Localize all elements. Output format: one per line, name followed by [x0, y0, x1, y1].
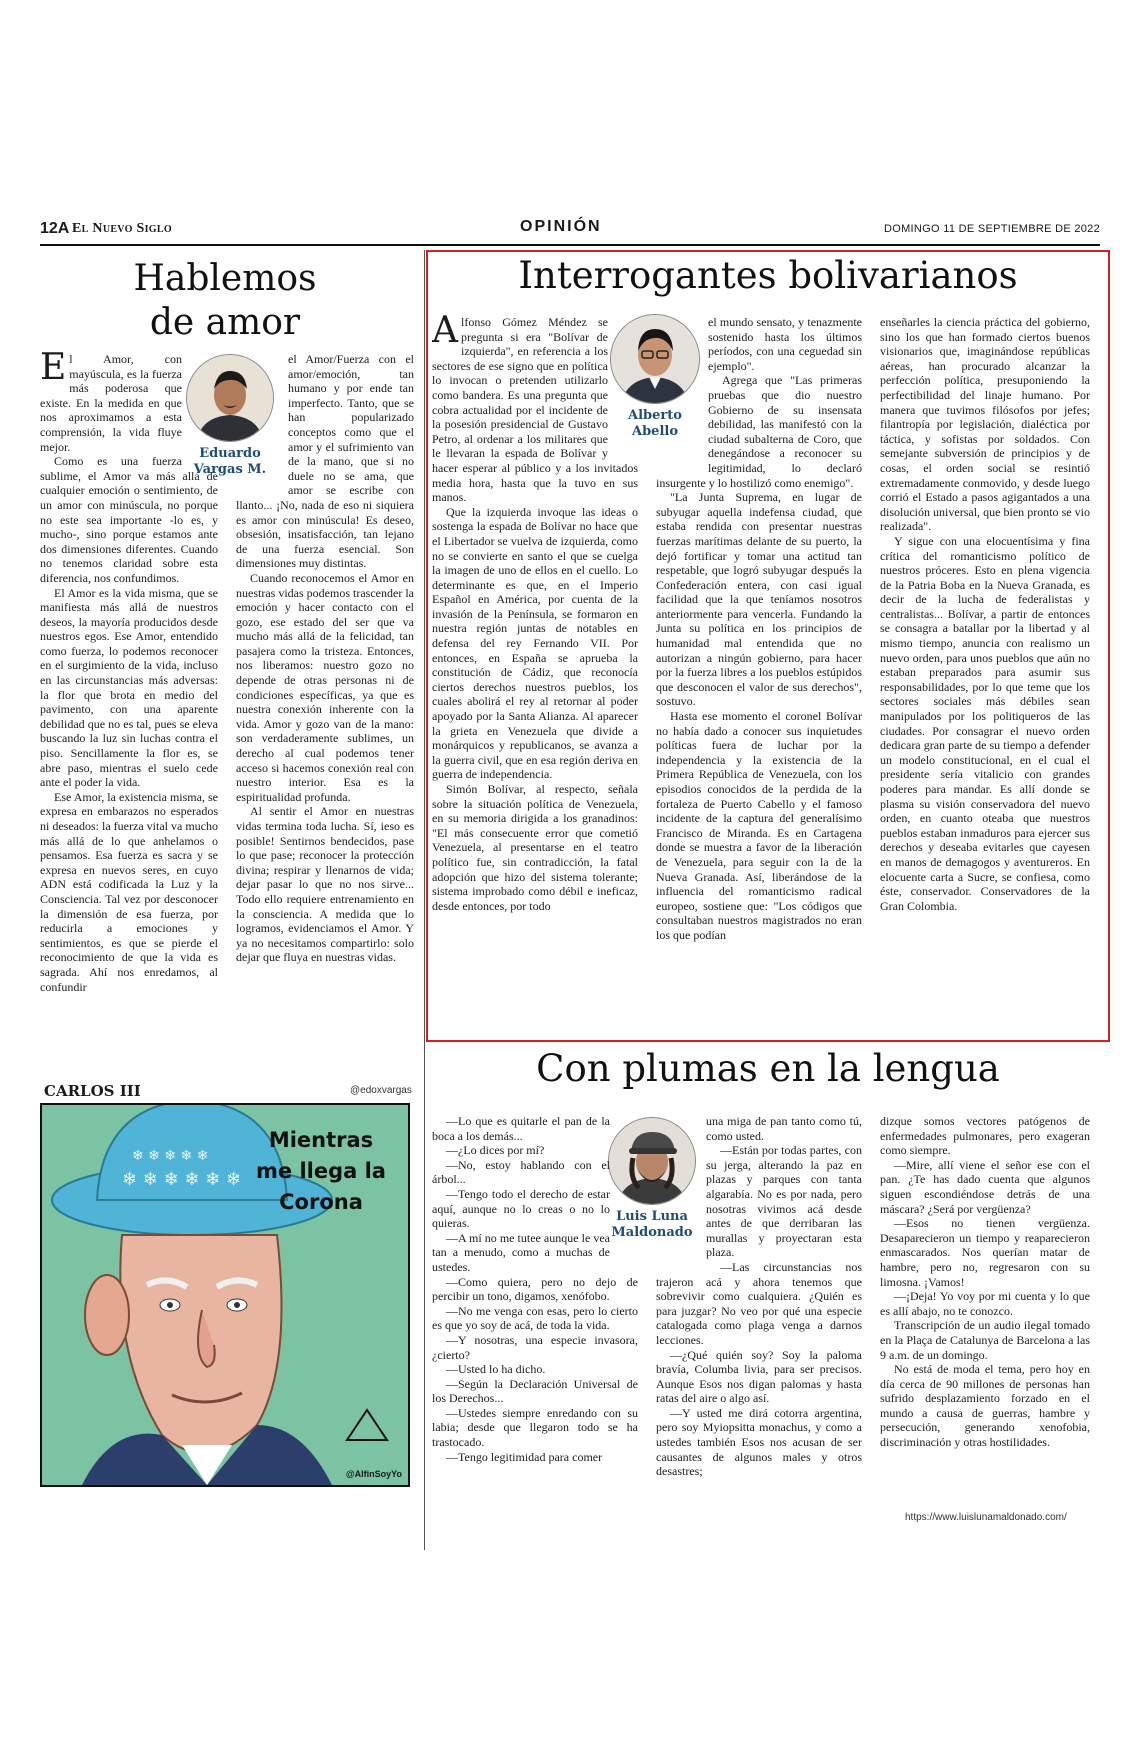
section-title: OPINIÓN — [520, 218, 602, 235]
author-name-line1: Alberto — [628, 408, 682, 423]
dialogue-line: —Usted lo ha dicho. — [446, 1362, 546, 1377]
author-name-line2: Vargas M. — [193, 462, 267, 477]
article3-column3 — [880, 1114, 1090, 1509]
dialogue-line: —Y usted me dirá cotorra argentina, pero soy Myiopsitta monachus, y como a ustedes también Esos nos acusan de ser causantes de algunos males y otros desastres; — [656, 1405, 862, 1479]
author-name-line1: Luis Luna — [616, 1209, 688, 1224]
cartoon-label: CARLOS III — [44, 1082, 141, 1100]
dialogue-line: —Y nosotras, una especie invasora, ¿cierto? — [432, 1332, 638, 1362]
cartoon-caption-line2: me llega la — [256, 1159, 386, 1183]
dialogue-line: —¿Qué quién soy? Soy la paloma bravía, Columba livia, para ser precisos. Aunque Esos nos digan palomas y hasta ratas del aire o algo así. — [656, 1347, 862, 1406]
dropcap: A — [432, 315, 458, 351]
dialogue-line: —¿Lo dices por mí? — [446, 1143, 545, 1158]
article2-paragraph: Hasta ese momento el coronel Bolívar no había dado a conocer sus inquietudes políticas fuera de luchar por la independencia y la existencia de la Primera República de Venezuela, con los episodios conocidos de la perdida de la fortaleza de Puerto Cabello y el famoso incidente de la captura del generalísimo Francisco de Miranda. Es en Cartagena donde se muestra a favor de la liberación de Venezuela, para seguir con la de la Nueva Granada. Así, liberándose de la influencia del romanticismo radical europeo, sostiene que: "Los códigos que consultaban nuestros magistrados no eran los que podían — [656, 709, 862, 942]
article1-paragraph: Al sentir el Amor en nuestras vidas termina toda lucha. Sí, ieso es posible! Sentirnos bendecidos, pase lo que pase; reconocer la protección divina; respirar y llenarnos de vida; dejar pasar lo que no nos sirve... Todo ello requiere entrenamiento en la consciencia. A medida que lo logramos, evidenciamos el Amor. Y ya no necesitamos compartirlo: solo dejar que fluya en nuestras vidas. — [236, 804, 414, 965]
author-name-line1: Eduardo — [199, 446, 261, 461]
author-website[interactable]: https://www.luislunamaldonado.com/ — [905, 1512, 1067, 1523]
dialogue-line: una miga de pan tanto como tú, como usted. — [706, 1114, 862, 1143]
article1-paragraph: Cuando reconocemos el Amor en nuestras vidas podemos trascender la emoción y hacer contacto con el gozo, ese estado del ser que va mucho más allá de la felicidad, tan pasajera como la tristeza. Entonces, nos liberamos: nuestro gozo no depende de otras personas ni de condiciones específicas, ya que es nuestra conexión inherente con la vida. Amor y gozo van de la mano: son verdaderamente sublimes, un derecho al cual podemos tener acceso si hacemos conexión real con nuestro interior. Esa es la espiritualidad profunda. — [236, 570, 414, 804]
dialogue-line: —Las circunstancias nos trajeron acá y ahora tenemos que sobrevivir como cualquiera. ¿Quién es para juzgar? No veo por qué una especie catalogada como plaga venga a darnos lecciones. — [656, 1259, 862, 1347]
article1-paragraph: El Amor, con mayúscula, es la fuerza más poderosa que existe. En la medida en que nos aproximamos a esta comprensión, la vida fluye mejor. — [40, 352, 182, 454]
dialogue-line: —Como quiera, pero no dejo de percibir un tono, digamos, xenófobo. — [432, 1274, 638, 1304]
article3-title: Con plumas en la lengua — [536, 1047, 1000, 1090]
page-header — [40, 220, 1100, 246]
article2-paragraph: Agrega que "Las primeras pruebas que dio nuestro Gobierno de su insensata debilidad, las manifestó con la ciudad subalterna de Coro, que denegándose a reconocer su legitimidad, lo declaró insurgente y lo hostilizó como enemigo". — [656, 373, 862, 490]
dialogue-line: No está de moda el tema, pero hoy en día cerca de 90 millones de personas han sufrido desplazamiento forzado en el mundo a causa de guerras, hambre y persecución, generando xenofobia, discriminación y otras hostilidades. — [880, 1362, 1090, 1450]
cartoon — [40, 1103, 410, 1487]
article2-paragraph: el mundo sensato, y tenazmente sostenido hasta los últimos períodos, con una ceguedad sin ejemplo". — [708, 315, 862, 373]
article1-paragraph: Como es una fuerza sublime, el Amor va más allá de cualquier emoción o sentimiento, de un amor con minúscula, no porque no este sea importante -lo es, y mucho-, sino porque estamos ante dos dimensiones diferentes. Cuando no tenemos claridad sobre esta diferencia, nos confundimos. — [40, 454, 218, 585]
dialogue-line: Transcripción de un audio ilegal tomado en la Plaça de Catalunya de Barcelona a las 9 a.m. de un domingo. — [880, 1318, 1090, 1362]
article3-column2 — [656, 1114, 862, 1524]
dialogue-line: —Ustedes siempre enredando con su labia; desde que llegaron todo se ha trastocado. — [432, 1405, 638, 1450]
article3-column1 — [432, 1114, 638, 1524]
article2-paragraph: Que la izquierda invoque las ideas o sostenga la espada de Bolívar no hace que el Libertador se vuelva de izquierda, como no se convierte en santo el que se cuelga la imagen de uno de ellos en el cuello. Lo determinante es que, en el Imperio Español en América, por cuenta de la invasión de la Península, se formaron en nuestra región juntas de notables en defensa del rey Fernando VII. Por entonces, en España se aprueba la constitución de Cádiz, que reconocía ciertos derechos nuestros pueblos, los cuales abolirá el rey al retornar al poder apoyado por la Santa Alianza. Al aparecer la grieta en Venezuela que divide a monárquicos y republicanos, se avanza a la guerra civil, que en esa región deriva en guerra de independencia. — [432, 504, 638, 782]
article2-paragraph: enseñarles la ciencia práctica del gobierno, sino los que han formado ciertos buenos visionarios que, imaginándose repúblicas aéreas, han procurado alcanzar la perfección política, presuponiendo la perfectibilidad del linaje humano. Por manera que tuvimos filósofos por jefes; filantropía por legislación, dialéctica por táctica, y sofistas por soldados. Con semejante subversión de principios y de cosas, el orden social se resintió extremadamente conmovido, y desde luego corrió el Estado a pasos agigantados a una disolución universal, que bien pronto se vio realizada". — [880, 315, 1090, 534]
dialogue-line: —Tengo legitimidad para comer — [446, 1449, 603, 1464]
cartoon-caption — [246, 1125, 396, 1218]
article2-paragraph: Y sigue con una elocuentísima y fina crítica del romanticismo político de nuestros próceres. Esto en plena vigencia de la Patria Boba en la Nueva Granada, es decir de la lucha de federalistas y centralistas... Bolívar, a partir de entonces se consagra a batallar por la libertad y al mismo tiempo, anuncia con realismo un nuevo orden, para unos pueblos que aún no estaban preparados para asumir sus responsabilidades, por lo que teme que los sectores sociales más débiles sean manipulados por los politiqueros de las ciudades. Por consagrar el nuevo orden dedicara gran parte de su tiempo a defender un modelo constitucional, en el cual el presidente sería vitalicio con grandes poderes para mandar. Es allí donde se plasma su visión conservadora del nuevo orden, en cuanto oteaba que nuestros pueblos estaban inmaduros para ejercer sus derechos y deseaba evitarles que cayesen en manos de demagogos y aventureros. En elocuente carta a Sucre, se confiesa, como éste, conservador. Conservadores de la Gran Colombia. — [880, 533, 1090, 913]
article1-title-line2: de amor — [149, 302, 301, 343]
dialogue-line: —Lo que es quitarle el pan de la boca a los demás... — [432, 1114, 610, 1143]
dialogue-line: —Están por todas partes, con su jerga, alterando la paz en plazas y parques con tanta algarabía. No es por nada, pero nosotras vivimos acá desde antes de que derribaran las murallas y proyectaran esta plaza. — [706, 1143, 862, 1260]
dialogue-line: —Tengo todo el derecho de estar aquí, aunque no lo creas o no lo quieras. — [432, 1186, 610, 1231]
article2-title: Interrogantes bolivarianos — [518, 254, 1018, 297]
article2-column3 — [880, 315, 1090, 1015]
cartoon-caption-line1: Mientras — [268, 1128, 374, 1152]
author-name-line2: Maldonado — [611, 1225, 693, 1240]
dialogue-line: —Esos no tienen vergüenza. Desaparecieron un tiempo y reaparecieron enmascarados. Nos querían matar de hambre, pero no, regresaron con su limosna. ¡Vamos! — [880, 1216, 1090, 1289]
article2-paragraph: "La Junta Suprema, en lugar de subyugar aquella indefensa ciudad, que estaba rendida con presentar nuestras fuerzas marítimas delante de su puerto, la dejó fortificar y tomar una actitud tan respetable, que logró subyugar después la Confederación entera, con casi igual facilidad que la que teníamos nosotros anteriormente para vencerla. Fundando la Junta su política en los principios de humanidad mal entendida que no autorizan a ningún gobierno, para hacer por la fuerza libres a los pueblos estúpidos que desconocen el valor de sus derechos", sostuvo. — [656, 490, 862, 709]
article1-column1 — [40, 352, 218, 1092]
article1-paragraph: el Amor/Fuerza con el amor/emoción, tan humano y por ende tan imperfecto. Tanto, que se han popularizado conceptos como que el amor y el sufrimiento van de la mano, que si no duele no se ama, que amor se escribe con llanto... ¡No, nada de eso ni siquiera es amor con minúscula! Es deseo, obsesión, insatisfacción, tan lejano de una fuerza esencial. Son dimensiones muy distintas. — [236, 352, 414, 571]
page-number: 12A — [40, 220, 70, 237]
cartoon-signature: @AlfinSoyYo — [345, 1469, 402, 1479]
dialogue-line: —Mire, allí viene el señor ese con el pan. ¿Te has dado cuenta que algunos siguen escondiéndose detrás de una máscara? ¿Será por vergüenza? — [880, 1157, 1090, 1216]
article1-column2 — [236, 352, 414, 1082]
issue-date: DOMINGO 11 DE SEPTIEMBRE DE 2022 — [883, 223, 1100, 235]
svg-text:❄ ❄ ❄ ❄ ❄: ❄ ❄ ❄ ❄ ❄ — [132, 1148, 209, 1164]
cartoon-caption-line3: Corona — [279, 1190, 363, 1214]
article1-paragraph: El Amor es la vida misma, que se manifiesta más allá de nuestros deseos, la mayoría producidos desde nuestros egos. Ese Amor, entendido como fuerza, lo podemos reconocer en el surgimiento de la vida, incluso en las circunstancias más adversas: la flor que brota en medio del pavimento, con una aparente debilidad que no es tal, pues se eleva buscando la luz sin luchas contra el piso. Sencillamente la flor es, se abre paso, mientras el suelo cede ante el poder la vida. — [40, 585, 218, 790]
column-divider — [424, 250, 425, 1550]
dialogue-line: —No, estoy hablando con el árbol... — [432, 1157, 610, 1187]
article2-column1 — [432, 315, 638, 1015]
article1-title — [40, 257, 410, 345]
article2-paragraph: Alfonso Gómez Méndez se pregunta si era "Bolívar de izquierda", en referencia a los sectores de ese signo que en política lo invocan o pretenden utilizarlo como bandera. Es una pregunta que cobra actualidad por el incidente de la posesión presidencial de Gustavo Petro, al ordenar a los militares que le llevaran la espada de Bolívar y hacer esperar al público y a los invitados media hora, hasta que la tuvo en sus manos. — [432, 315, 638, 505]
dropcap: E — [40, 352, 67, 388]
dialogue-line: dizque somos vectores patógenos de enfermedades pulmonares, pero exageran como siempre. — [880, 1114, 1090, 1158]
article1-paragraph: Ese Amor, la existencia misma, se expresa en embarazos no esperados ni deseados: la fuerza vital va mucho más allá de lo que anhelamos o pensamos. Esa fuerza es sacra y se expresa en nuevos seres, en cuyo ADN está codificada la Luz y la Consciencia. Tal vez por desconocer la dimensión de esa fuerza, por reducirla a emociones y sentimientos, es que se pierde el reconocimiento de que la vida es sagrada. Ahí nos enredamos, al confundir — [40, 789, 218, 994]
dialogue-line: —¡Deja! Yo voy por mi cuenta y lo que es allí abajo, no te conozco. — [880, 1289, 1090, 1318]
dialogue-line: —Según la Declaración Universal de los Derechos... — [432, 1376, 638, 1406]
newspaper-name: El Nuevo Siglo — [72, 221, 172, 236]
dialogue-line: —No me venga con esas, pero lo cierto es que yo soy de acá, de toda la vida. — [432, 1303, 638, 1333]
article1-title-line1: Hablemos — [133, 258, 317, 299]
article2-paragraph: Simón Bolívar, al respecto, señala sobre la situación política de Venezuela, en su memoria dirigida a los granadinos: "El más consecuente error que cometió Venezuela, al presentarse en el teatro político fue, sin contradicción, la fatal adopción que hizo del sistema tolerante; sistema improbado como débil e ineficaz, desde entonces, por todo — [432, 782, 638, 913]
dialogue-line: —A mí no me tutee aunque le vea tan a menudo, como a muchas de ustedes. — [432, 1230, 610, 1274]
author-handle: @edoxvargas — [350, 1085, 412, 1096]
article2-column2 — [656, 315, 862, 1015]
author-name-line2: Abello — [632, 424, 678, 439]
svg-text:❄ ❄ ❄ ❄ ❄ ❄: ❄ ❄ ❄ ❄ ❄ ❄ — [122, 1169, 242, 1190]
